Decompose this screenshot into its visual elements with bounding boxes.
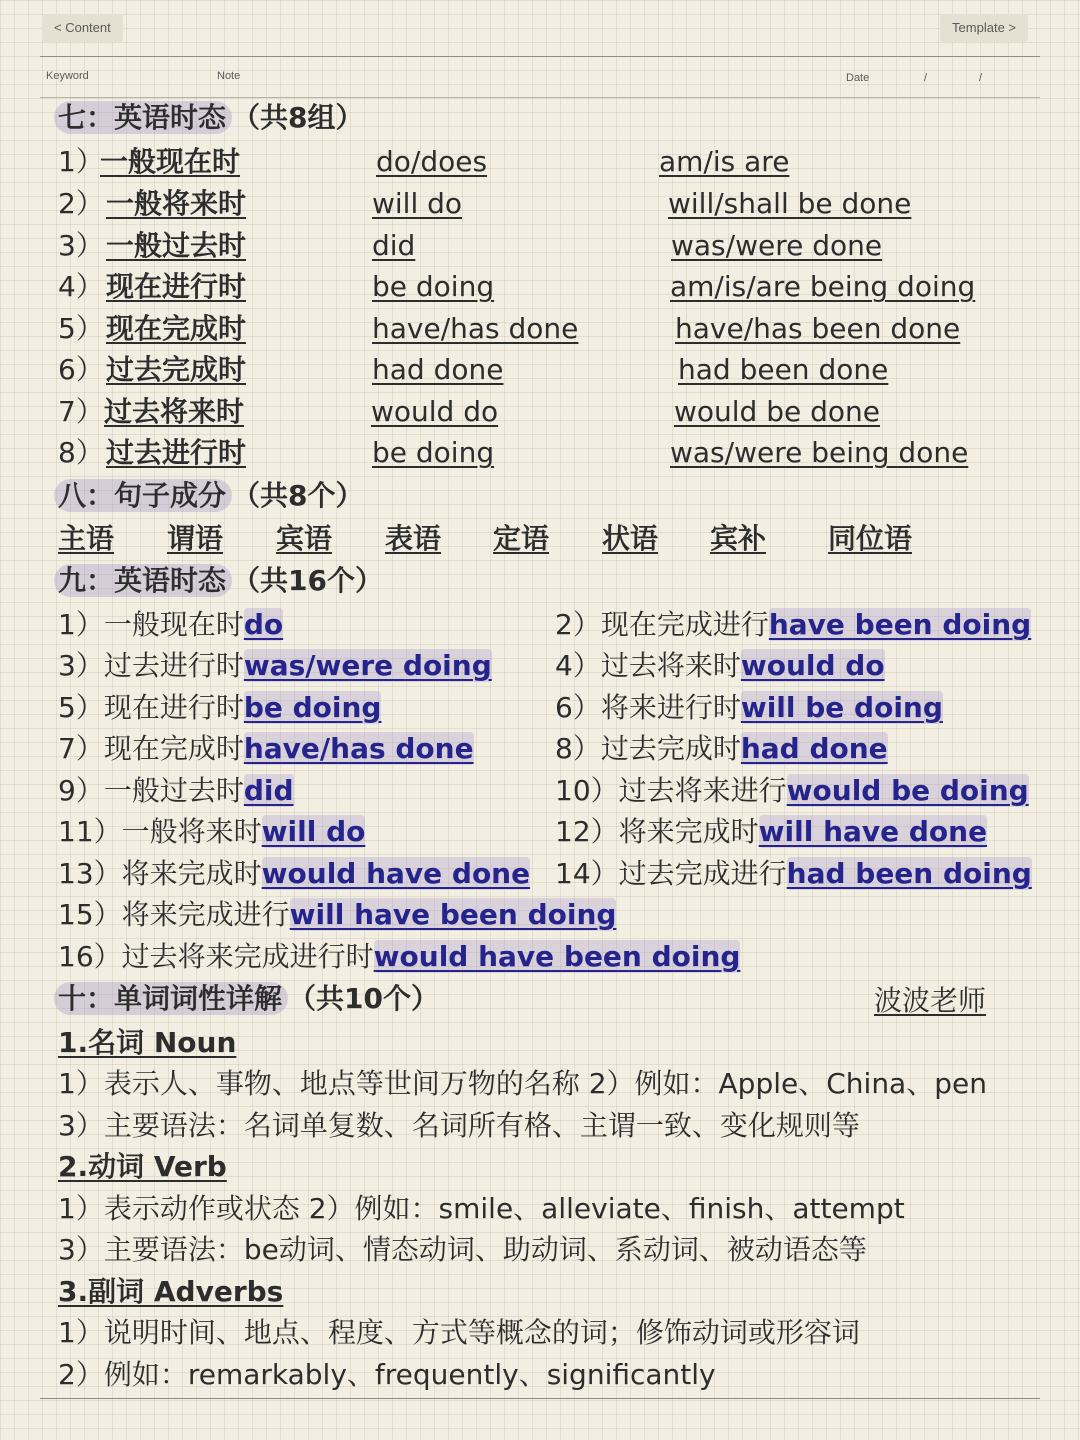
section-8-title-highlight: 八：句子成分: [54, 479, 232, 512]
item-name: 过去将来完成进行时: [121, 940, 374, 973]
section-8-title: [58, 476, 364, 516]
passive-form-link[interactable]: had been done: [678, 353, 889, 386]
noun-title-link[interactable]: 1.名词 Noun: [58, 1026, 237, 1059]
top-bar: [0, 0, 1080, 58]
active-form-link[interactable]: had done: [372, 353, 504, 386]
item-number: 7）: [58, 732, 104, 765]
tense-name-link[interactable]: 一般将来时: [106, 187, 247, 220]
active-form-link[interactable]: would do: [371, 395, 499, 428]
section-7-count: （共8组）: [232, 101, 364, 134]
tense-form-link[interactable]: will have been doing: [289, 898, 617, 931]
section-7-title: [58, 98, 364, 138]
item-number: 8）: [555, 732, 601, 765]
tense-row-number: 4）: [58, 270, 104, 303]
active-form-link[interactable]: will do: [372, 187, 463, 220]
section-9-title: [58, 561, 383, 601]
noun-line-1: 1）表示人、事物、地点等世间万物的名称 2）例如：Apple、China、pen: [58, 1067, 987, 1100]
active-form-link[interactable]: be doing: [372, 270, 495, 303]
tense-row-number: 2）: [58, 187, 104, 220]
item-number: 12）: [555, 815, 619, 848]
tense-list-item: [58, 729, 474, 769]
passive-form-link[interactable]: am/is are: [659, 145, 790, 178]
adverb-line-2: 2）例如：remarkably、frequently、significantly: [58, 1358, 716, 1391]
date-label: Date: [846, 72, 870, 84]
keyword-label: Keyword: [46, 70, 89, 82]
tense-form-link[interactable]: will have done: [758, 815, 988, 848]
item-name: 过去将来进行: [618, 774, 787, 807]
tense-row-number: 8）: [58, 436, 104, 469]
tense-list-item: [58, 812, 365, 852]
passive-form-link[interactable]: have/has been done: [675, 312, 961, 345]
active-form-link[interactable]: be doing: [372, 436, 495, 469]
passive-form-link[interactable]: will/shall be done: [668, 187, 912, 220]
passive-form-link[interactable]: would be done: [674, 395, 881, 428]
component-link-subject[interactable]: 主语: [58, 522, 115, 555]
tense-list-item: [58, 688, 381, 728]
tense-form-link[interactable]: would do: [740, 649, 885, 682]
header-rule: [40, 56, 1040, 57]
item-number: 15）: [58, 898, 122, 931]
tense-form-link[interactable]: would be doing: [786, 774, 1029, 807]
author-link[interactable]: 波波老师: [874, 984, 987, 1017]
component-link-adverbial[interactable]: 状语: [602, 522, 659, 555]
date-separator: /: [979, 72, 983, 84]
tense-row-number: 3）: [58, 229, 104, 262]
adverb-title-link[interactable]: 3.副词 Adverbs: [58, 1275, 284, 1308]
tense-list-item: [555, 646, 885, 686]
item-name: 过去进行时: [103, 649, 244, 682]
noun-line-2: 3）主要语法：名词单复数、名词所有格、主谓一致、变化规则等: [58, 1109, 860, 1142]
item-number: 3）: [58, 649, 104, 682]
tense-name-link[interactable]: 过去完成时: [106, 353, 247, 386]
note-label: Note: [217, 70, 241, 82]
tense-list-item: [555, 729, 888, 769]
item-number: 9）: [58, 774, 104, 807]
passive-form-link[interactable]: was/were done: [671, 229, 883, 262]
tense-form-link[interactable]: will do: [261, 815, 366, 848]
component-link-appositive[interactable]: 同位语: [828, 522, 913, 555]
item-name: 一般过去时: [103, 774, 244, 807]
tense-list-item: [58, 646, 492, 686]
tense-form-link[interactable]: would have been doing: [373, 940, 741, 973]
active-form-link[interactable]: do/does: [376, 145, 488, 178]
tense-form-link[interactable]: had done: [740, 732, 888, 765]
item-name: 将来完成时: [121, 857, 262, 890]
tense-form-link[interactable]: will be doing: [740, 691, 943, 724]
template-button[interactable]: Template >: [940, 14, 1028, 42]
item-number: 14）: [555, 857, 619, 890]
verb-title-link[interactable]: 2.动词 Verb: [58, 1150, 227, 1183]
item-number: 5）: [58, 691, 104, 724]
tense-name-link[interactable]: 现在完成时: [106, 312, 247, 345]
item-name: 一般现在时: [103, 608, 244, 641]
item-name: 将来进行时: [600, 691, 741, 724]
item-number: 4）: [555, 649, 601, 682]
item-number: 10）: [555, 774, 619, 807]
active-form-link[interactable]: did: [372, 229, 416, 262]
item-name: 现在完成时: [103, 732, 244, 765]
tense-list-item: [555, 854, 1032, 894]
verb-line-2: 3）主要语法：be动词、情态动词、助动词、系动词、被动语态等: [58, 1233, 867, 1266]
item-name: 现在完成进行: [600, 608, 769, 641]
verb-line-1: 1）表示动作或状态 2）例如：smile、alleviate、finish、attempt: [58, 1192, 905, 1225]
tense-row-number: 5）: [58, 312, 104, 345]
item-name: 现在进行时: [103, 691, 244, 724]
section-10-title: [58, 979, 439, 1019]
tense-row-number: 1）: [58, 145, 104, 178]
item-number: 11）: [58, 815, 122, 848]
tense-form-link[interactable]: do: [243, 608, 284, 641]
tense-list-item: [58, 895, 616, 935]
item-number: 1）: [58, 608, 104, 641]
active-form-link[interactable]: have/has done: [372, 312, 579, 345]
item-number: 16）: [58, 940, 122, 973]
tense-name-link[interactable]: 过去进行时: [106, 436, 247, 469]
section-8-count: （共8个）: [232, 479, 364, 512]
passive-form-link[interactable]: was/were being done: [670, 436, 969, 469]
item-name: 一般将来时: [121, 815, 262, 848]
tense-list-item: [58, 854, 530, 894]
tense-name-link[interactable]: 现在进行时: [106, 270, 247, 303]
item-number: 13）: [58, 857, 122, 890]
item-name: 过去完成进行: [618, 857, 787, 890]
tense-form-link[interactable]: had been doing: [786, 857, 1032, 890]
section-7-title-highlight: 七：英语时态: [54, 101, 232, 134]
tense-form-link[interactable]: be doing: [243, 691, 382, 724]
tense-name-link[interactable]: 一般现在时: [100, 145, 241, 178]
tense-form-link[interactable]: did: [243, 774, 294, 807]
tense-form-link[interactable]: have been doing: [768, 608, 1032, 641]
tense-list-item: [58, 771, 294, 811]
tense-form-link[interactable]: have/has done: [243, 732, 474, 765]
component-link-complement[interactable]: 宾补: [710, 522, 767, 555]
item-number: 2）: [555, 608, 601, 641]
tense-name-link[interactable]: 过去将来时: [104, 395, 245, 428]
section-9-count: （共16个）: [232, 564, 383, 597]
tense-list-item: [58, 937, 740, 977]
passive-form-link[interactable]: am/is/are being doing: [670, 270, 976, 303]
item-name: 过去完成时: [600, 732, 741, 765]
section-10-count: （共10个）: [288, 982, 439, 1015]
tense-list-item: [555, 688, 943, 728]
tense-form-link[interactable]: would have done: [261, 857, 531, 890]
tense-list-item: [58, 605, 283, 645]
item-name: 过去将来时: [600, 649, 741, 682]
item-number: 6）: [555, 691, 601, 724]
component-link-predicative[interactable]: 表语: [385, 522, 442, 555]
item-name: 将来完成进行: [121, 898, 290, 931]
tense-list-item: [555, 771, 1029, 811]
tense-list-item: [555, 812, 987, 852]
footer-rule: [40, 1398, 1040, 1399]
tense-row-number: 7）: [58, 395, 104, 428]
section-9-title-highlight: 九：英语时态: [54, 564, 232, 597]
tense-list-item: [555, 605, 1031, 645]
back-to-content-button[interactable]: < Content: [42, 14, 123, 42]
item-name: 将来完成时: [618, 815, 759, 848]
date-separator: /: [924, 72, 928, 84]
tense-row-number: 6）: [58, 353, 104, 386]
component-link-attributive[interactable]: 定语: [493, 522, 550, 555]
adverb-line-1: 1）说明时间、地点、程度、方式等概念的词；修饰动词或形容词: [58, 1316, 860, 1349]
tense-name-link[interactable]: 一般过去时: [106, 229, 247, 262]
component-link-object[interactable]: 宾语: [276, 522, 333, 555]
component-link-predicate[interactable]: 谓语: [167, 522, 224, 555]
section-10-title-highlight: 十：单词词性详解: [54, 982, 288, 1015]
tense-form-link[interactable]: was/were doing: [243, 649, 492, 682]
